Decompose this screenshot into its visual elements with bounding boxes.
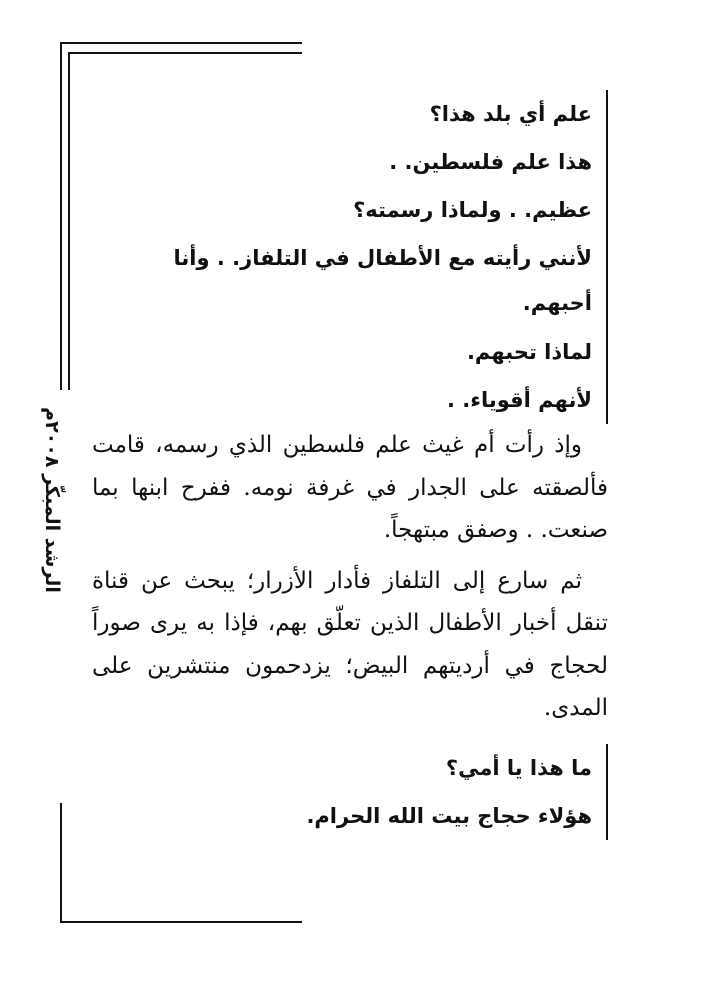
page-content [92,90,608,840]
dialogue-line: علم أي بلد هذا؟ [106,90,608,138]
dialogue-group [92,744,608,840]
dialogue-line: هذا علم فلسطين. . [106,138,608,186]
frame-bottom [60,921,302,923]
dialogue-line: لأنهم أقوياء. . [106,376,608,424]
frame-left-inner [68,52,70,390]
dialogue-line: عظيم. . ولماذا رسمته؟ [106,186,608,234]
frame-left-outer [60,42,62,390]
dialogue-line: هؤلاء حجاج بيت الله الحرام. [106,792,608,840]
dialogue-line: لماذا تحبهم. [106,328,608,376]
frame-bottom-left [60,803,62,923]
frame-top-inner [68,52,302,54]
frame-top-outer [60,42,302,44]
dialogue-line: ما هذا يا أمي؟ [106,744,608,792]
book-title-vertical: الرشد المبكّر ٢٠٠٨م [41,407,64,593]
narrative-paragraph: ثم سارع إلى التلفاز فأدار الأزرار؛ يبحث عن قناة تنقل أخبار الأطفال الذين تعلّق بهم، فإذا به يرى صوراً لحجاج في أرديتهم البيض؛ يزدحمون منتشرين على المدى. [92,567,608,721]
narrative-paragraph: وإذ رأت أم غيث علم فلسطين الذي رسمه، قامت فألصقته على الجدار في غرفة نومه. ففرح ابنها بما صنعت. . وصفق مبتهجاً. [92,432,608,543]
dialogue-line: لأنني رأيته مع الأطفال في التلفاز. . وأنا أحبهم. [106,234,608,328]
